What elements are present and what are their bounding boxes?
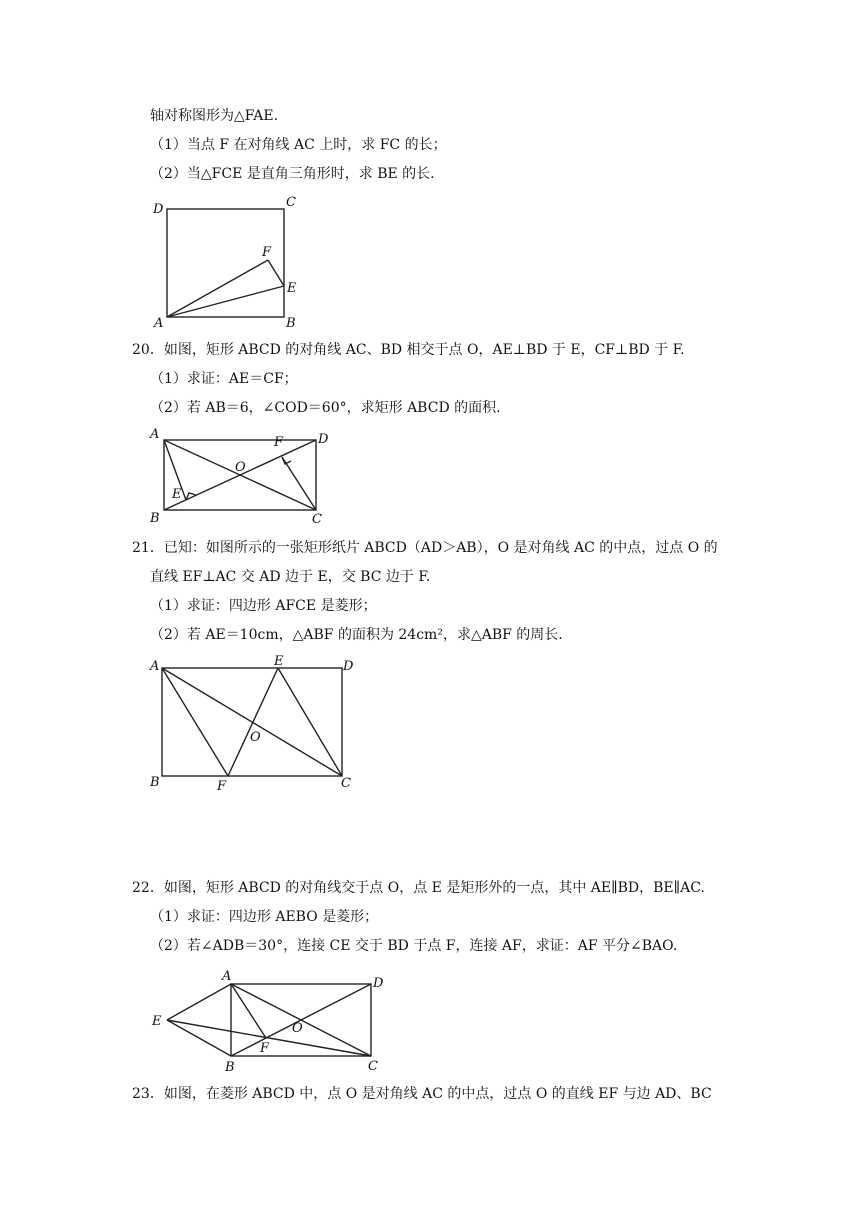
- q21-figure: [140, 650, 370, 795]
- q19-label-b: B: [286, 316, 296, 331]
- q19-part-1: （1）当点 F 在对角线 AC 上时，求 FC 的长；: [150, 137, 447, 153]
- q22-label-a: A: [222, 969, 232, 984]
- q22-label-b: B: [225, 1060, 235, 1074]
- q21-label-d: D: [343, 659, 354, 674]
- q23-stem: 23．如图，在菱形 ABCD 中，点 O 是对角线 AC 的中点，过点 O 的直线 EF 与边 AD、BC: [132, 1086, 712, 1102]
- q20-label-e: E: [172, 487, 182, 502]
- q20-label-o: O: [235, 460, 246, 475]
- q19-segment-ae: [167, 286, 284, 317]
- q21-label-b: B: [150, 775, 160, 790]
- q21-part-2: （2）若 AE＝10cm，△ABF 的面积为 24cm²，求△ABF 的周长.: [150, 627, 563, 643]
- q21-label-f: F: [217, 779, 227, 794]
- q20-part-1: （1）求证：AE＝CF；: [150, 371, 298, 387]
- q22-figure: [140, 962, 400, 1074]
- q19-part-2: （2）当△FCE 是直角三角形时，求 BE 的长.: [150, 166, 435, 182]
- q21-label-e: E: [274, 654, 284, 669]
- q20-part-2: （2）若 AB＝6，∠COD＝60°，求矩形 ABCD 的面积.: [150, 400, 501, 416]
- q19-segment-af: [167, 260, 268, 317]
- q22-stem: 22．如图，矩形 ABCD 的对角线交于点 O，点 E 是矩形外的一点，其中 AE∥BD，BE∥AC.: [132, 880, 705, 896]
- q19-label-c: C: [286, 195, 296, 210]
- q22-label-o: O: [292, 1021, 303, 1036]
- q19-segment-fe: [268, 260, 284, 286]
- q21-stem-line-1: 21．已知：如图所示的一张矩形纸片 ABCD（AD＞AB），O 是对角线 AC 的中点，过点 O 的: [132, 540, 718, 556]
- q21-segment-af: [162, 668, 228, 776]
- q21-segment-ec: [278, 668, 342, 776]
- q20-label-b: B: [150, 511, 160, 526]
- q19-label-a: A: [154, 316, 164, 331]
- q21-stem-line-2: 直线 EF⊥AC 交 AD 边于 E，交 BC 边于 F.: [150, 569, 431, 585]
- q19-figure: [140, 190, 310, 335]
- q21-label-a: A: [150, 659, 160, 674]
- q19-intro: 轴对称图形为△FAE.: [150, 108, 279, 124]
- q20-label-a: A: [150, 427, 160, 442]
- q22-label-e: E: [152, 1014, 162, 1029]
- q22-segment-ea: [167, 984, 231, 1020]
- q22-label-c: C: [368, 1059, 378, 1074]
- q21-diagonal-ac: [162, 668, 342, 776]
- q20-figure: [140, 422, 340, 532]
- q22-segment-af: [231, 984, 266, 1038]
- q20-stem: 20．如图，矩形 ABCD 的对角线 AC、BD 相交于点 O，AE⊥BD 于 E，CF⊥BD 于 F.: [132, 342, 685, 358]
- q20-label-d: D: [318, 432, 329, 447]
- q21-label-o: O: [250, 730, 261, 745]
- q20-label-f: F: [274, 435, 284, 450]
- q21-label-c: C: [341, 776, 351, 791]
- q22-part-2: （2）若∠ADB＝30°，连接 CE 交于 BD 于点 F，连接 AF，求证：AF 平分∠BAO.: [150, 938, 678, 954]
- q21-part-1: （1）求证：四边形 AFCE 是菱形；: [150, 598, 377, 614]
- q19-label-f: F: [262, 245, 272, 260]
- q19-label-d: D: [153, 202, 164, 217]
- q22-part-1: （1）求证：四边形 AEBO 是菱形；: [150, 909, 379, 925]
- q19-label-e: E: [287, 281, 297, 296]
- q21-segment-fe: [228, 668, 278, 776]
- q20-label-c: C: [312, 512, 322, 527]
- q22-label-f: F: [260, 1041, 270, 1056]
- q22-label-d: D: [373, 976, 384, 991]
